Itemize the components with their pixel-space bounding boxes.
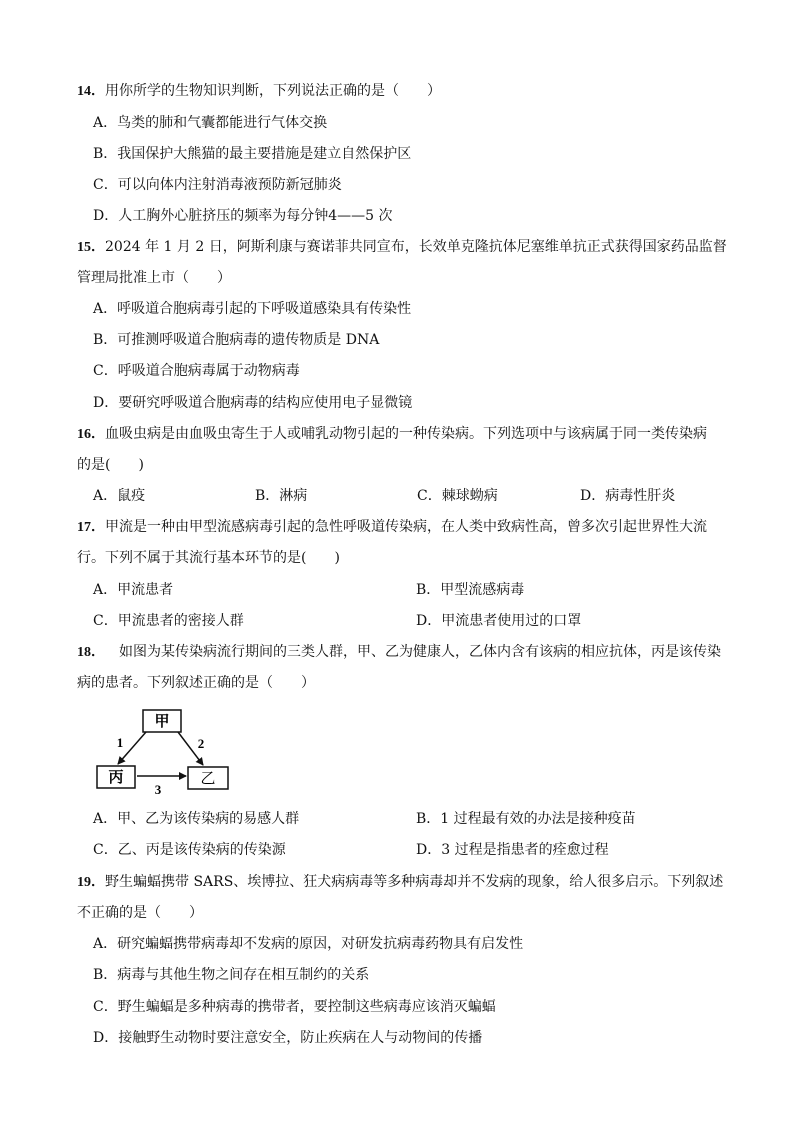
option-d: D．人工胸外心脏挤压的频率为每分钟4——5 次: [93, 208, 393, 224]
option-c: C．甲流患者的密接人群: [93, 613, 244, 629]
option-c: C．野生蝙蝠是多种病毒的携带者，要控制这些病毒应该消灭蝙蝠: [93, 999, 496, 1015]
option-a: A．甲、乙为该传染病的易感人群: [93, 811, 300, 827]
question-16-stem: [77, 424, 707, 445]
question-14-stem: [77, 81, 441, 102]
option-d: D．甲流患者使用过的口罩: [416, 613, 582, 629]
option-a: A．鼠疫: [93, 488, 146, 504]
option-d: D．接触野生动物时要注意安全，防止疾病在人与动物间的传播: [93, 1030, 483, 1046]
transmission-diagram: [95, 707, 235, 797]
question-text-continued: 不正确的是（ ）: [77, 905, 203, 921]
option-d: D．病毒性肝炎: [580, 488, 676, 504]
option-a: A．呼吸道合胞病毒引起的下呼吸道感染具有传染性: [93, 301, 412, 317]
question-text-continued: 行。下列不属于其流行基本环节的是( ): [77, 550, 340, 566]
question-text-continued: 管理局批准上市（ ）: [77, 270, 231, 286]
option-a: A．甲流患者: [93, 582, 174, 598]
option-b: B．我国保护大熊猫的最主要措施是建立自然保护区: [93, 146, 412, 162]
option-b: B．可推测呼吸道合胞病毒的遗传物质是 DNA: [93, 332, 380, 348]
question-number: 17．: [77, 520, 105, 535]
question-text: 如图为某传染病流行期间的三类人群，甲、乙为健康人，乙体内含有该病的相应抗体，丙是该传染: [119, 644, 721, 660]
question-number: 19．: [77, 875, 105, 890]
question-17-stem: [77, 517, 707, 538]
edge-label-1: 1: [116, 735, 124, 750]
question-number: 14．: [77, 84, 105, 99]
option-b: B．病毒与其他生物之间存在相互制约的关系: [93, 967, 370, 983]
option-c: C．棘球蚴病: [417, 488, 498, 504]
option-c: C．呼吸道合胞病毒属于动物病毒: [93, 363, 300, 379]
question-text-continued: 的是( ): [77, 457, 144, 473]
question-text-continued: 病的患者。下列叙述正确的是（ ）: [77, 675, 315, 691]
question-19-stem: [77, 872, 723, 893]
node-bing-label: 丙: [108, 768, 124, 786]
option-b: B．淋病: [255, 488, 308, 504]
option-d: D．3 过程是指患者的痊愈过程: [416, 842, 609, 858]
question-text: 野生蝙蝠携带 SARS、埃博拉、狂犬病病毒等多种病毒却并不发病的现象，给人很多启示。下列叙述: [105, 874, 724, 890]
question-15-stem: [77, 237, 727, 258]
option-c: C．可以向体内注射消毒液预防新冠肺炎: [93, 177, 342, 193]
question-text: 甲流是一种由甲型流感病毒引起的急性呼吸道传染病，在人类中致病性高，曾多次引起世界性大流: [105, 519, 707, 535]
option-b: B．1 过程最有效的办法是接种疫苗: [416, 811, 636, 827]
question-text: 用你所学的生物知识判断，下列说法正确的是（ ）: [105, 83, 441, 99]
question-number: 16．: [77, 427, 105, 442]
option-a: A．鸟类的肺和气囊都能进行气体交换: [93, 115, 328, 131]
question-text: 血吸虫病是由血吸虫寄生于人或哺乳动物引起的一种传染病。下列选项中与该病属于同一类传染病: [105, 426, 707, 442]
option-d: D．要研究呼吸道合胞病毒的结构应使用电子显微镜: [93, 395, 413, 411]
option-b: B．甲型流感病毒: [416, 582, 525, 598]
node-yi-label: 乙: [200, 769, 216, 787]
node-jia-label: 甲: [154, 712, 170, 730]
question-number: 15．: [77, 240, 105, 255]
option-a: A．研究蝙蝠携带病毒却不发病的原因，对研发抗病毒药物具有启发性: [93, 936, 524, 952]
question-text: 2024 年 1 月 2 日，阿斯利康与赛诺菲共同宣布，长效单克隆抗体尼塞维单抗正式获得国家药品监督: [105, 239, 727, 255]
option-c: C．乙、丙是该传染病的传染源: [93, 842, 286, 858]
edge-label-3: 3: [154, 782, 162, 797]
edge-label-2: 2: [197, 736, 205, 751]
question-18-stem: [77, 642, 721, 663]
question-number: 18．: [77, 645, 105, 660]
